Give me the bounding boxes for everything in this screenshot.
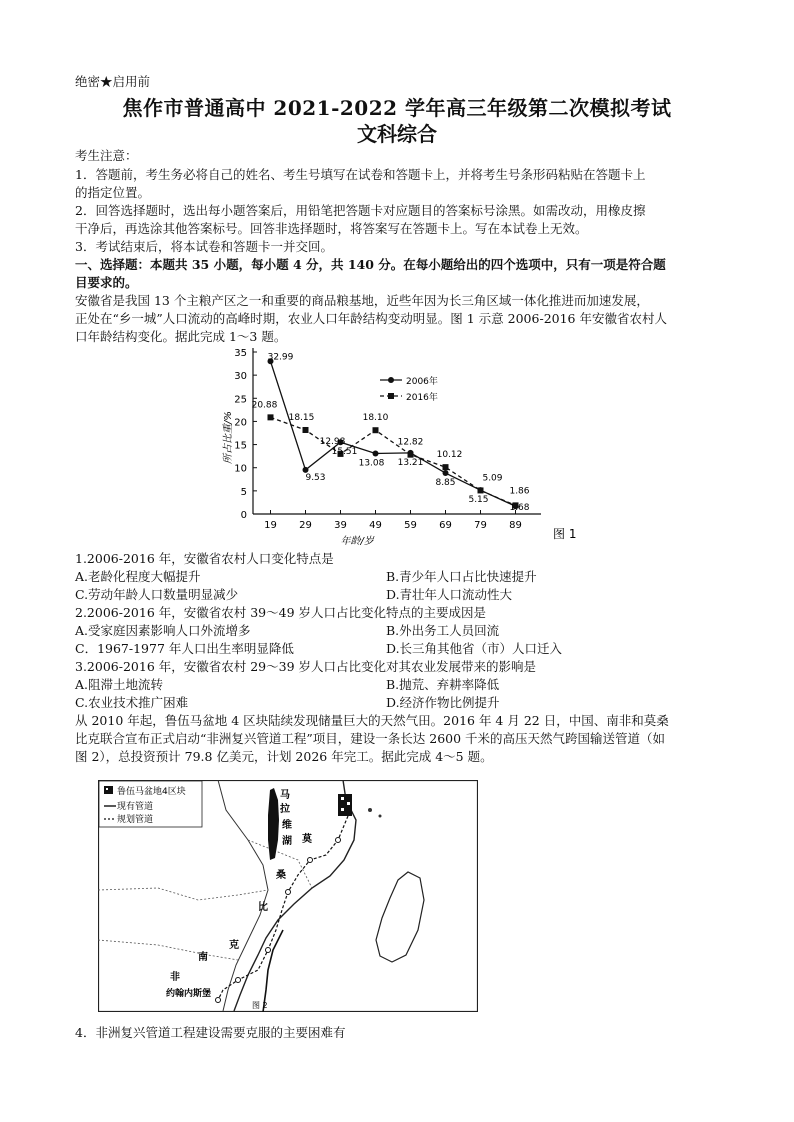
pipeline-map bbox=[98, 780, 478, 1012]
x-tick-label: 19 bbox=[264, 520, 277, 531]
notice-heading: 考生注意： bbox=[75, 148, 138, 163]
map-label: 南 bbox=[198, 952, 208, 963]
legend-marker-2006 bbox=[388, 377, 394, 383]
data-label-2016: 20.88 bbox=[251, 400, 278, 411]
point-2016 bbox=[303, 427, 309, 433]
map-label: 克 bbox=[229, 940, 239, 951]
question-3-option-d: D.经济作物比例提升 bbox=[386, 695, 500, 710]
legend-existing-label: 现有管道 bbox=[117, 802, 154, 812]
legend-block-label: 鲁伍马盆地4区块 bbox=[117, 787, 186, 797]
x-tick-label: 39 bbox=[334, 520, 347, 531]
question-3-stem: 3.2006-2016 年，安徽省农村 29～39 岁人口占比变化对其农业发展带来的影响是 bbox=[75, 659, 537, 674]
confidential-mark: 绝密★启用前 bbox=[75, 74, 151, 89]
y-axis-label: 所占比重/% bbox=[223, 411, 234, 464]
map-label-city: 约翰内斯堡 bbox=[166, 989, 212, 999]
legend-marker-2016 bbox=[388, 393, 394, 399]
series-line-0 bbox=[271, 361, 516, 506]
question-1-option-d: D.青壮年人口流动性大 bbox=[386, 587, 513, 602]
map-label: 维 bbox=[282, 820, 292, 831]
intro-paragraph-2: 图 2），总投资预计 79.8 亿美元，计划 2026 年完工。据此完成 4～5 题。 bbox=[75, 749, 493, 764]
notice-line: 1．答题前，考生务必将自己的姓名、考生号填写在试卷和答题卡上，并将考生号条形码粘贴在答题卡上 bbox=[75, 167, 646, 182]
question-1-option-b: B.青少年人口占比快速提升 bbox=[386, 569, 537, 584]
data-label-2016: 18.10 bbox=[362, 413, 389, 424]
intro-paragraph-2: 从 2010 年起，鲁伍马盆地 4 区块陆续发现储量巨大的天然气田。2016 年 4 月 22 日，中国、南非和莫桑 bbox=[75, 713, 669, 728]
x-tick-label: 59 bbox=[404, 520, 417, 531]
intro-paragraph: 正处在“乡一城”人口流动的高峰时期，农业人口年龄结构变动明显。图 1 示意 2006-2016 年安徽省农村人 bbox=[75, 311, 667, 326]
data-label-2006: 13.21 bbox=[397, 457, 424, 468]
section-heading: 一、选择题：本题共 35 小题，每小题 4 分，共 140 分。在每小题给出的四个选项中，只有一项是符合题 bbox=[75, 257, 666, 272]
legend-planned-label: 规划管道 bbox=[117, 815, 154, 825]
point-2016 bbox=[408, 452, 414, 458]
data-label-2016: 1.86 bbox=[509, 486, 530, 497]
exam-title: 焦作市普通高中 2021-2022 学年高三年级第二次模拟考试 bbox=[122, 96, 672, 120]
map-label: 桑 bbox=[276, 870, 286, 881]
question-2-option-a: A.受家庭因素影响人口外流增多 bbox=[75, 623, 251, 638]
point-2016 bbox=[478, 487, 484, 493]
question-2-option-d: D.长三角其他省（市）人口迁入 bbox=[386, 641, 563, 656]
legend-label-2016: 2016年 bbox=[406, 393, 438, 403]
map-label: 非 bbox=[170, 972, 180, 983]
question-1-stem: 1.2006-2016 年，安徽省农村人口变化特点是 bbox=[75, 551, 334, 566]
notice-line: 干净后，再选涂其他答案标号。回答非选择题时，将答案写在答题卡上。写在本试卷上无效。 bbox=[75, 221, 588, 236]
point-2016 bbox=[268, 414, 274, 420]
age-structure-chart bbox=[205, 344, 595, 549]
map-label: 马 bbox=[280, 790, 290, 801]
question-1-option-a: A.老龄化程度大幅提升 bbox=[75, 569, 201, 584]
notice-line: 的指定位置。 bbox=[75, 185, 151, 200]
y-tick-label: 25 bbox=[234, 394, 247, 406]
y-tick-label: 30 bbox=[234, 371, 247, 383]
notice-line: 3．考试结束后，将本试卷和答题卡一并交回。 bbox=[75, 239, 333, 254]
data-label-2006: 9.53 bbox=[305, 472, 326, 483]
x-axis-label: 年龄/岁 bbox=[340, 536, 374, 547]
question-3-option-c: C.农业技术推广困难 bbox=[75, 695, 189, 710]
x-tick-label: 49 bbox=[369, 520, 382, 531]
data-label-2016: 12.82 bbox=[397, 437, 424, 448]
data-label-2016: 18.15 bbox=[288, 412, 315, 423]
data-label-2006: 8.85 bbox=[435, 478, 456, 489]
x-tick-label: 29 bbox=[299, 520, 312, 531]
intro-paragraph: 口年龄结构变化。据此完成 1～3 题。 bbox=[75, 329, 287, 344]
question-3-option-a: A.阻滞土地流转 bbox=[75, 677, 164, 692]
x-tick-label: 89 bbox=[509, 520, 522, 531]
question-2-stem: 2.2006-2016 年，安徽省农村 39～49 岁人口占比变化特点的主要成因是 bbox=[75, 605, 487, 620]
data-label-2016: 5.09 bbox=[482, 473, 503, 484]
point-2016 bbox=[373, 427, 379, 433]
notice-line: 2．回答选择题时，选出每小题答案后，用铅笔把答题卡对应题目的答案标号涂黑。如需改动，用橡皮擦 bbox=[75, 203, 646, 218]
x-tick-label: 69 bbox=[439, 520, 452, 531]
question-4-stem: 4．非洲复兴管道工程建设需要克服的主要困难有 bbox=[75, 1025, 346, 1040]
data-label-2006: 13.08 bbox=[358, 458, 385, 469]
y-tick-label: 10 bbox=[234, 463, 247, 475]
map-label: 莫 bbox=[302, 834, 312, 845]
point-2006 bbox=[373, 450, 379, 456]
legend-label-2006: 2006年 bbox=[406, 377, 438, 387]
map-label: 比 bbox=[258, 902, 268, 913]
legend-block-swatch bbox=[104, 786, 113, 794]
intro-paragraph-2: 比克联合宣布正式启动“非洲复兴管道工程”项目，建设一条长达 2600 千米的高压天然气跨国输送管道（如 bbox=[75, 731, 666, 746]
question-2-option-b: B.外出务工人员回流 bbox=[386, 623, 500, 638]
data-label-2016: 10.12 bbox=[436, 450, 463, 461]
map-caption: 图 2 bbox=[252, 1001, 268, 1010]
data-label-2016: 12.98 bbox=[319, 436, 346, 447]
point-2016 bbox=[443, 464, 449, 470]
question-3-option-b: B.抛荒、弃耕率降低 bbox=[386, 677, 500, 692]
y-tick-label: 0 bbox=[240, 510, 247, 521]
point-2006 bbox=[443, 470, 449, 476]
y-tick-label: 5 bbox=[240, 486, 247, 498]
data-label-2006: 15.51 bbox=[331, 447, 358, 458]
intro-paragraph: 安徽省是我国 13 个主粮产区之一和重要的商品粮基地，近些年因为长三角区域一体化推进而加速发展， bbox=[75, 293, 649, 308]
y-tick-label: 15 bbox=[234, 440, 247, 452]
data-label-2006: 5.15 bbox=[468, 495, 489, 506]
map-label: 湖 bbox=[282, 836, 292, 847]
section-heading-cont: 目要求的。 bbox=[75, 275, 138, 290]
exam-subtitle: 文科综合 bbox=[357, 122, 437, 146]
data-label-2006: 32.99 bbox=[267, 352, 294, 363]
figure-caption: 图 1 bbox=[553, 527, 577, 541]
question-2-option-c: C．1967-1977 年人口出生率明显降低 bbox=[75, 641, 294, 656]
rovuma-block-4 bbox=[338, 794, 352, 816]
question-1-option-c: C.劳动年龄人口数量明显减少 bbox=[75, 587, 239, 602]
y-tick-label: 35 bbox=[234, 348, 247, 359]
x-tick-label: 79 bbox=[474, 520, 487, 531]
map-label: 拉 bbox=[280, 804, 290, 815]
y-tick-label: 20 bbox=[234, 417, 247, 429]
data-label-2006: 1.68 bbox=[509, 503, 530, 514]
